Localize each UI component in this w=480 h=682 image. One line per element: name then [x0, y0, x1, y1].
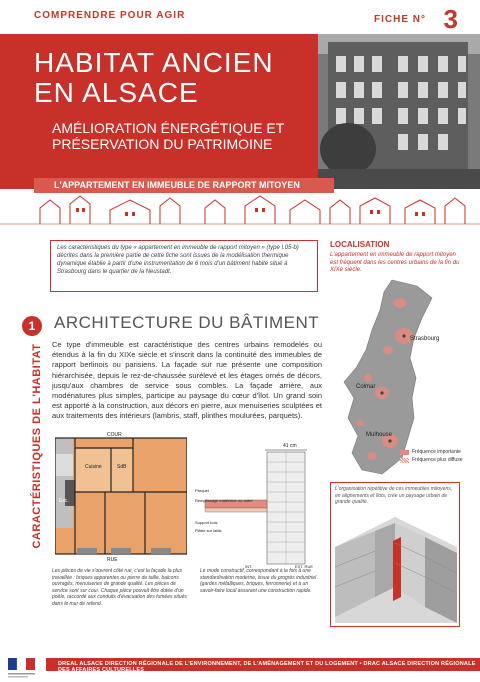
- legend-swatch-high: [400, 450, 409, 455]
- footer: [0, 650, 480, 682]
- street-perspective-drawing: [335, 507, 457, 623]
- main-title-line2: EN ALSACE: [34, 77, 199, 108]
- plan-label-cuisine: Cuisine: [85, 464, 102, 470]
- map-legend: [400, 449, 463, 465]
- floor-plan: [55, 430, 187, 562]
- fiche-label: FICHE N°: [374, 14, 426, 25]
- side-vertical-label: [27, 340, 41, 550]
- alsace-map: [322, 278, 472, 478]
- section-caption: Le mode constructif, correspondant à la fois à une standardisation moderne, issue du progrès industriel (gardes métalliques, briques, ferronnerie) et à un savoir-faire local assurant une construction rapide.: [200, 568, 317, 594]
- section-label-platre: Plâtre sur lattis: [195, 528, 222, 533]
- perspective-box: [330, 482, 460, 627]
- fiche-number: 3: [443, 4, 458, 34]
- top-header: [0, 0, 480, 34]
- section-dimension: 41 cm: [283, 443, 297, 449]
- perspective-caption: L'organisation répétitive de ces immeubles mitoyens, en alignements et îlots, crée un paysage urbain de grande qualité.: [335, 486, 453, 505]
- city-label-strasbourg: Strasbourg: [410, 336, 440, 342]
- legend-high: Fréquence importante: [412, 449, 461, 455]
- localisation-text: L'appartement en immeuble de rapport mitoyen est fréquent dans les centres urbains de la fin du XIXe siècle.: [330, 252, 460, 273]
- hero-banner: [0, 34, 480, 189]
- section-label-ext: EXT. RUE: [295, 564, 314, 569]
- house-icons-row: [0, 194, 480, 226]
- section-label-int: INT.: [245, 564, 253, 569]
- kicker: COMPRENDRE POUR AGIR: [34, 10, 186, 21]
- intro-box: Les caractéristiques du type « appartement en immeuble de rapport mitoyen » (type I.05-b) décrites dans la première partie de cette fiche sont issues de la modélisation thermique dynamique établie à partir d'une instrumentation de 6 mois d'un bâtiment habité situé à Strasbourg dans le quartier de la Neustadt.: [50, 240, 318, 292]
- main-title-line1: HABITAT ANCIEN: [34, 47, 274, 78]
- wall-section-drawing: [195, 440, 330, 570]
- plan-label-sdb: SdB: [117, 464, 127, 470]
- subtitle-line1: AMÉLIORATION ÉNERGÉTIQUE ET: [52, 120, 285, 136]
- legend-swatch-diffuse: [400, 458, 409, 463]
- type-band: [0, 178, 480, 193]
- section-label-parquet: Parquet: [195, 488, 210, 493]
- subtitle-line2: PRÉSERVATION DU PATRIMOINE: [52, 136, 273, 152]
- plan-label-cour: COUR: [107, 432, 122, 438]
- legend-diffuse: Fréquence plus diffuse: [412, 457, 463, 463]
- type-label: L'APPARTEMENT EN IMMEUBLE DE RAPPORT MITOYEN: [34, 178, 334, 193]
- building-photo: [318, 34, 480, 189]
- section-number-badge: 1: [22, 316, 42, 336]
- plan-caption: Les pièces de vie s'ouvrent côté rue, c'est la façade la plus travaillée : briques apparentes ou pierre de taille, balcons ouvragés, menuiseries de grande qualité. Les pièces de service sont sur cour. Chaque pièce pouvait être dotée d'un poêle, raccordé aux conduits d'évacuation des fumées situés dans le mur de refend.: [52, 568, 187, 607]
- plan-label-rue: RUE: [107, 557, 118, 562]
- section-label-support: Support bois: [195, 520, 218, 525]
- side-label-text: CARACTÉRISTIQUES DE L'HABITAT: [31, 343, 43, 549]
- section-body: Ce type d'immeuble est caractéristique des centres urbains remodelés ou étendus à la fin du XIXe siècle et s'inscrit dans la continuité des immeubles de rapport berlinois ou parisiens. La façade sur rue présente une composition hiérarchisée, depuis le rez-de-chaussée surélevé et les étages ornés de décors, jusqu'aux chambres de service sous combles. La façade arrière, aux modénatures plus simples, participe au paysage du cœur d'îlot. Un grand soin est apporté à la construction, aux décors en pierre, aux menuiseries sculptées et aux traitements des intérieurs (lambris, staff, plinthes moulurées, parquets).: [52, 340, 322, 421]
- city-label-mulhouse: Mulhouse: [366, 432, 393, 438]
- plan-label-esc: Esc.: [59, 498, 69, 504]
- republique-logo: [6, 656, 38, 680]
- section-title: ARCHITECTURE DU BÂTIMENT: [54, 313, 320, 332]
- footer-bar: DREAL ALSACE DIRECTION RÉGIONALE DE L'ENVIRONNEMENT, DE L'AMÉNAGEMENT ET DU LOGEMENT • DRAC ALSACE DIRECTION RÉGIONALE DES AFFAIRES CULTURELLES: [46, 658, 480, 671]
- localisation-title: LOCALISATION: [330, 240, 390, 249]
- city-label-colmar: Colmar: [356, 384, 376, 390]
- section-label-remplissage: Remplissage matériaux ou autre: [195, 498, 253, 503]
